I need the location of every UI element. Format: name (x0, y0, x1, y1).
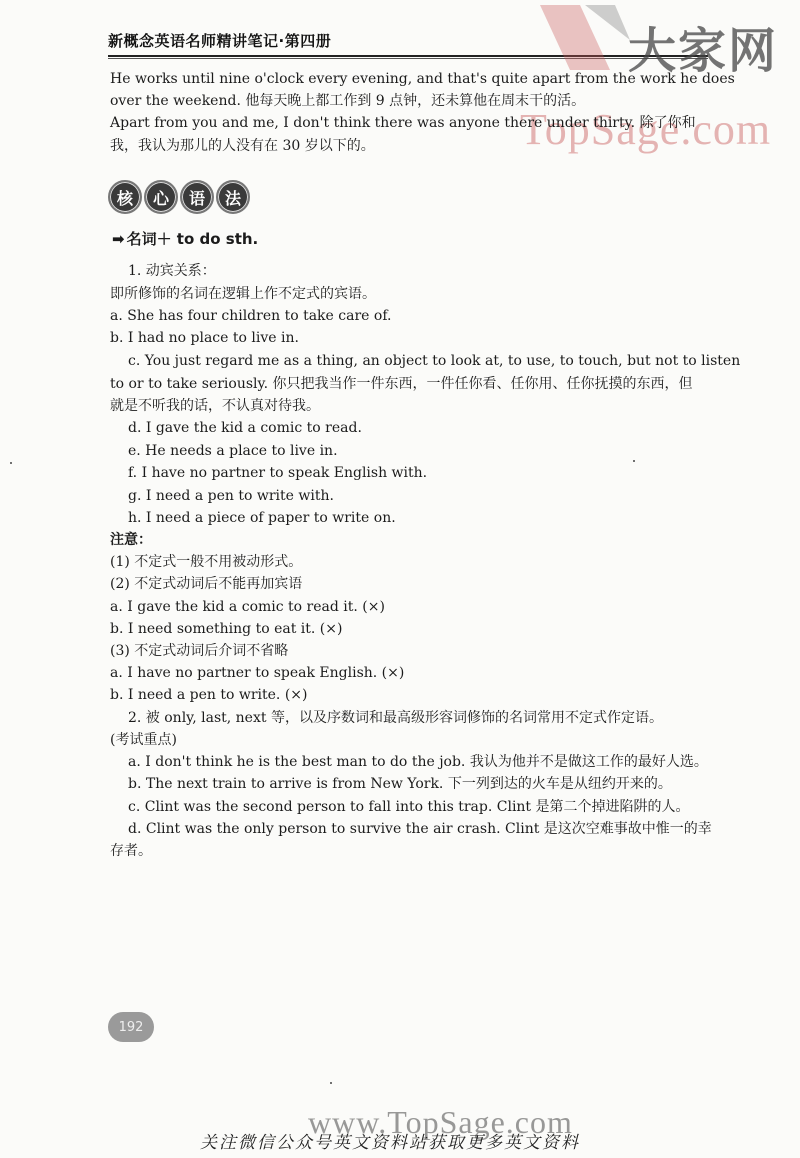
scan-speck (330, 1082, 332, 1084)
example-c-line-2: to or to take seriously. 你只把我当作一件东西，一件任你看、任你用、任你抚摸的东西，但 (110, 376, 693, 392)
section-heading (112, 228, 258, 249)
point-2-line-2: (考试重点) (110, 732, 177, 748)
point-1: 1. 动宾关系： (128, 263, 216, 279)
page-number: 192 (108, 1012, 154, 1042)
point-1-desc: 即所修饰的名词在逻辑上作不定式的宾语。 (110, 286, 376, 302)
watermark-cn: 大家网 (628, 23, 779, 79)
arrow-icon: ➡ (112, 230, 125, 248)
example-h: h. I need a piece of paper to write on. (128, 510, 396, 526)
point-2-example-a: a. I don't think he is the best man to do the job. 我认为他并不是做这工作的最好人选。 (128, 754, 708, 770)
section-title: 名词＋ to do sth. (126, 230, 259, 248)
point-2-line-1: 2. 被 only, last, next 等，以及序数词和最高级形容词修饰的名词常用不定式作定语。 (128, 710, 663, 726)
footer-note: 关注微信公众号英文资料站获取更多英文资料 (200, 1133, 580, 1153)
badge-char: 心 (144, 180, 178, 214)
badge-char: 核 (108, 180, 142, 214)
intro-line-2: over the weekend. 他每天晚上都工作到 9 点钟，还未算他在周末干的活。 (110, 93, 586, 109)
point-2-example-c: c. Clint was the second person to fall into this trap. Clint 是第二个掉进陷阱的人。 (128, 799, 690, 815)
example-a: a. She has four children to take care of. (110, 308, 392, 324)
intro-line-3: Apart from you and me, I don't think there was anyone there under thirty. 除了你和 (110, 115, 696, 131)
badge-char: 法 (216, 180, 250, 214)
scan-speck (10, 462, 12, 464)
note-3-example-a: a. I have no partner to speak English. (×) (110, 665, 405, 681)
note-3: (3) 不定式动词后介词不省略 (110, 643, 289, 659)
point-2-example-d-line-1: d. Clint was the only person to survive the air crash. Clint 是这次空难事故中惟一的幸 (128, 821, 712, 837)
example-c-line-1: c. You just regard me as a thing, an object to look at, to use, to touch, but not to listen (128, 353, 741, 369)
note-2-example-a: a. I gave the kid a comic to read it. (×) (110, 599, 385, 615)
watermark-en: TopSage.com (520, 105, 772, 154)
intro-line-1: He works until nine o'clock every evening, and that's quite apart from the work he does (110, 71, 735, 87)
example-d: d. I gave the kid a comic to read. (128, 420, 362, 436)
note-2-example-b: b. I need something to eat it. (×) (110, 621, 343, 637)
footer-watermark-url: www.TopSage.com (308, 1104, 573, 1140)
note-3-example-b: b. I need a pen to write. (×) (110, 687, 308, 703)
badge-char: 语 (180, 180, 214, 214)
note-2: (2) 不定式动词后不能再加宾语 (110, 576, 303, 592)
running-header: 新概念英语名师精讲笔记·第四册 (108, 32, 332, 50)
point-2-example-b: b. The next train to arrive is from New York. 下一列到达的火车是从纽约开来的。 (128, 776, 672, 792)
example-g: g. I need a pen to write with. (128, 488, 334, 504)
scan-speck (633, 460, 635, 462)
point-2-example-d-line-2: 存者。 (110, 843, 152, 859)
core-grammar-heading (108, 180, 250, 214)
example-b: b. I had no place to live in. (110, 330, 299, 346)
example-e: e. He needs a place to live in. (128, 443, 338, 459)
intro-line-4: 我，我认为那儿的人没有在 30 岁以下的。 (110, 138, 375, 154)
note-1: (1) 不定式一般不用被动形式。 (110, 554, 303, 570)
note-label: 注意： (110, 532, 152, 548)
example-f: f. I have no partner to speak English with. (128, 465, 428, 481)
example-c-line-3: 就是不听我的话，不认真对待我。 (110, 398, 320, 414)
